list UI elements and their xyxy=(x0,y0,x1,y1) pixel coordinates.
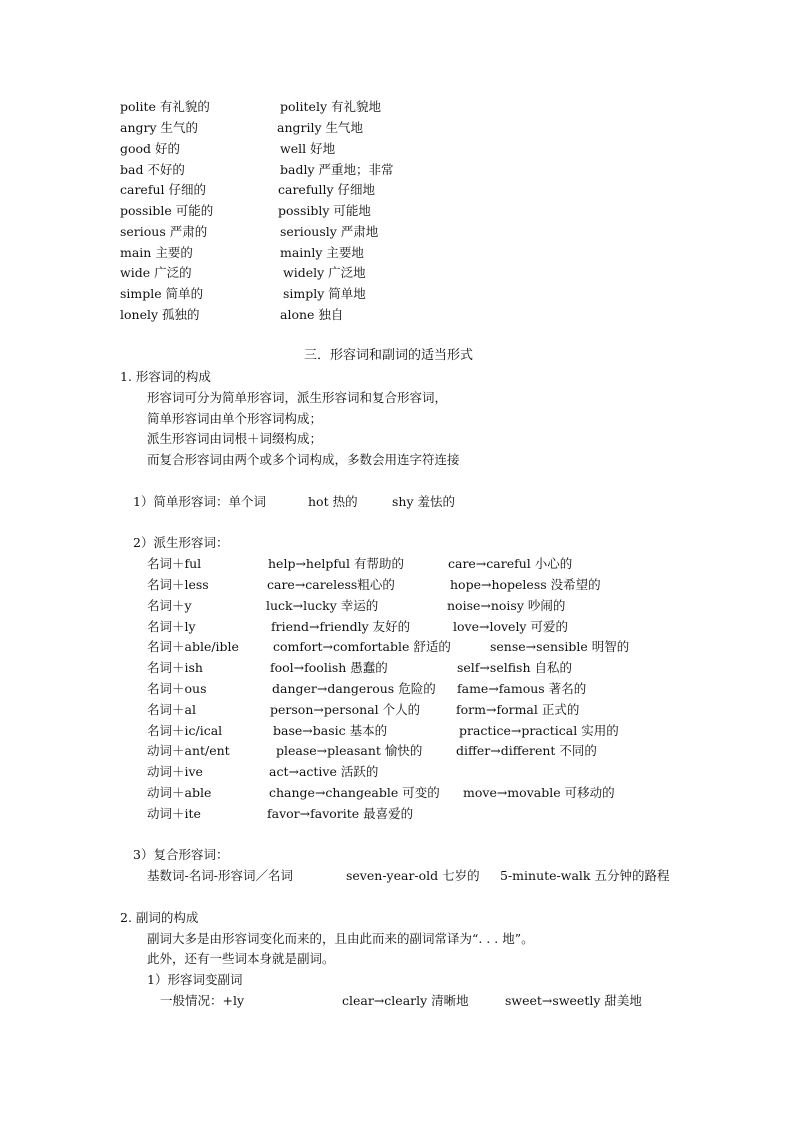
adverb-11: alone 独自 xyxy=(280,307,344,322)
part1-line-4: 而复合形容词由两个或多个词构成，多数会用连字符连接 xyxy=(147,452,460,467)
section-title: 三．形容词和副词的适当形式 xyxy=(304,348,474,363)
part1-heading: 1. 形容词的构成 xyxy=(120,369,211,384)
adverb-4: badly 严重地；非常 xyxy=(280,162,394,177)
adverb-8: mainly 主要地 xyxy=(280,245,364,260)
part2-sub-heading: 1）形容词变副词 xyxy=(147,972,243,987)
derived-example-a: care→careless粗心的 xyxy=(267,577,395,592)
derived-rule: 动词＋ant/ent xyxy=(147,743,230,758)
derived-example-a: help→helpful 有帮助的 xyxy=(268,556,405,571)
part2-line-1: 副词大多是由形容词变化而来的，且由此而来的副词常译为“. . . 地”。 xyxy=(147,931,534,946)
derived-example-b: hope→hopeless 没希望的 xyxy=(450,577,601,592)
adjective-6: possible 可能的 xyxy=(120,203,214,218)
derived-example-b: self→selfish 自私的 xyxy=(457,660,572,675)
part1-line-3: 派生形容词由词根＋词缀构成； xyxy=(147,431,323,446)
adjective-1: polite 有礼貌的 xyxy=(120,99,210,114)
derived-example-b: care→careful 小心的 xyxy=(448,556,573,571)
adverb-3: well 好地 xyxy=(280,141,336,156)
derived-example-a: danger→dangerous 危险的 xyxy=(272,681,436,696)
compound-example-2: 5-minute-walk 五分钟的路程 xyxy=(500,868,670,883)
adjective-8: main 主要的 xyxy=(120,245,193,260)
derived-rule: 名词＋ish xyxy=(147,660,203,675)
part1-line-2: 简单形容词由单个形容词构成； xyxy=(147,411,323,426)
derived-rule: 名词＋less xyxy=(147,577,209,592)
derived-example-b: form→formal 正式的 xyxy=(456,702,580,717)
part1-line-1: 形容词可分为简单形容词，派生形容词和复合形容词， xyxy=(147,390,448,405)
derived-example-a: fool→foolish 愚蠢的 xyxy=(270,660,388,675)
general-rule: 一般情况：+ly xyxy=(160,993,245,1008)
compound-example-1: seven-year-old 七岁的 xyxy=(346,868,480,883)
adverb-7: seriously 严肃地 xyxy=(280,224,379,239)
adjective-10: simple 简单的 xyxy=(120,286,204,301)
adverb-2: angrily 生气地 xyxy=(277,120,364,135)
derived-example-a: please→pleasant 愉快的 xyxy=(276,743,423,758)
derived-rule: 名词＋al xyxy=(147,702,196,717)
simple-example-1: hot 热的 xyxy=(308,494,358,509)
derived-rule: 动词＋ite xyxy=(147,806,201,821)
part2-line-2: 此外，还有一些词本身就是副词。 xyxy=(147,951,335,966)
derived-example-a: friend→friendly 友好的 xyxy=(271,619,411,634)
part2-heading: 2. 副词的构成 xyxy=(120,910,199,925)
derived-example-b: fame→famous 著名的 xyxy=(457,681,587,696)
derived-example-b: noise→noisy 吵闹的 xyxy=(447,598,566,613)
adjective-2: angry 生气的 xyxy=(120,120,199,135)
derived-rule: 名词＋ful xyxy=(147,556,202,571)
adjective-3: good 好的 xyxy=(120,141,181,156)
derived-example-a: base→basic 基本的 xyxy=(273,723,388,738)
adverb-1: politely 有礼貌地 xyxy=(280,99,381,114)
adjective-5: careful 仔细的 xyxy=(120,182,206,197)
derived-example-a: person→personal 个人的 xyxy=(270,702,421,717)
derived-rule: 名词＋ic/ical xyxy=(147,723,223,738)
general-example-2: sweet→sweetly 甜美地 xyxy=(505,993,642,1008)
derived-example-b: sense→sensible 明智的 xyxy=(490,639,630,654)
adjective-11: lonely 孤独的 xyxy=(120,307,200,322)
derived-rule: 动词＋ive xyxy=(147,764,203,779)
adjective-7: serious 严肃的 xyxy=(120,224,208,239)
derived-example-b: love→lovely 可爱的 xyxy=(453,619,568,634)
derived-rule: 名词＋able/ible xyxy=(147,639,239,654)
derived-rule: 名词＋y xyxy=(147,598,192,613)
derived-heading: 2）派生形容词： xyxy=(133,535,229,550)
adjective-9: wide 广泛的 xyxy=(120,265,192,280)
derived-example-a: favor→favorite 最喜爱的 xyxy=(267,806,414,821)
adverb-6: possibly 可能地 xyxy=(278,203,371,218)
simple-example-2: shy 羞怯的 xyxy=(392,494,456,509)
derived-example-a: luck→lucky 幸运的 xyxy=(266,598,379,613)
derived-rule: 名词＋ous xyxy=(147,681,207,696)
simple-adjective-label: 1）简单形容词：单个词 xyxy=(133,494,266,509)
adjective-4: bad 不好的 xyxy=(120,162,185,177)
derived-example-a: change→changeable 可变的 xyxy=(269,785,440,800)
derived-example-b: practice→practical 实用的 xyxy=(459,723,619,738)
derived-example-a: act→active 活跃的 xyxy=(269,764,379,779)
adverb-10: simply 简单地 xyxy=(283,286,366,301)
general-example-1: clear→clearly 清晰地 xyxy=(342,993,469,1008)
compound-rule: 基数词-名词-形容词／名词 xyxy=(147,868,293,883)
compound-heading: 3）复合形容词： xyxy=(133,847,229,862)
derived-rule: 动词＋able xyxy=(147,785,212,800)
adverb-9: widely 广泛地 xyxy=(283,265,366,280)
derived-example-a: comfort→comfortable 舒适的 xyxy=(273,639,451,654)
adverb-5: carefully 仔细地 xyxy=(278,182,376,197)
derived-rule: 名词＋ly xyxy=(147,619,196,634)
derived-example-b: move→movable 可移动的 xyxy=(463,785,615,800)
derived-example-b: differ→different 不同的 xyxy=(456,743,597,758)
